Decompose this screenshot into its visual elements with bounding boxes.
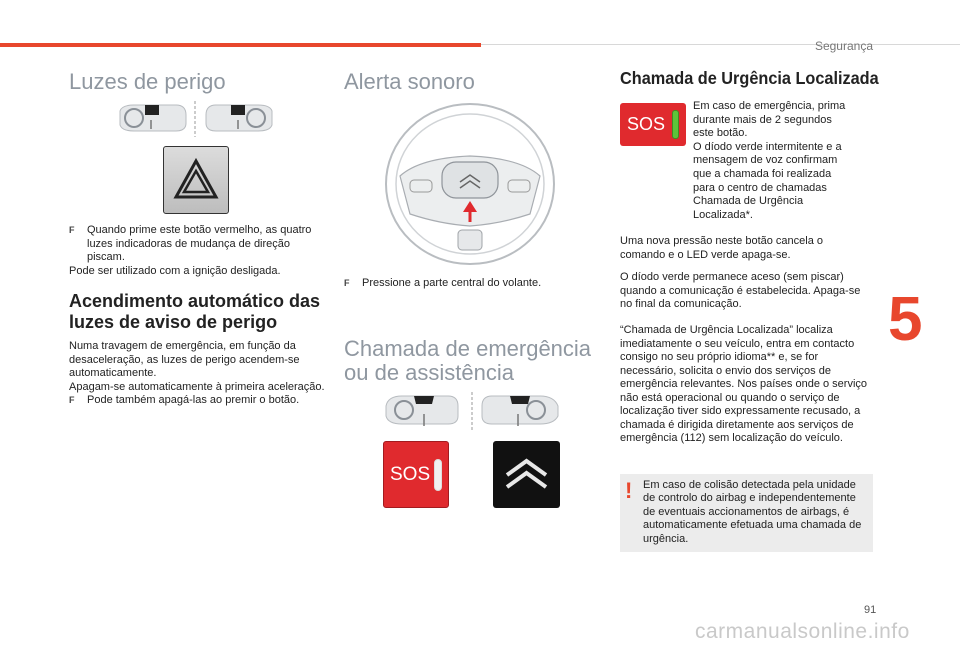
- steering-wheel-horn-illustration: [380, 98, 560, 266]
- sos-side-line: durante mais de 2 segundos: [693, 113, 832, 126]
- hazard-button: [163, 146, 229, 214]
- localized-emergency-title: Chamada de Urgência Localizada: [620, 68, 879, 88]
- localization-paragraph: “Chamada de Urgência Localizada” localiza imediatamente o seu veículo, entra em contacto consigo no seu próprio idioma** e, se for necessário, solicita o envio dos serviços de emergência relevantes. Nos países onde o serviço não está operacional ou quando o serviço de localização tiver sido expressamente recusado, a chamada é dirigida diretamente aos serviços de emergência (112) sem localização do veículo.: [620, 324, 868, 444]
- auto-hazard-para2: Apagam-se automaticamente à primeira aceleração.: [69, 380, 325, 393]
- sos-side-line: mensagem de voz confirmam: [693, 154, 838, 167]
- watermark: carmanualsonline.info: [695, 620, 910, 643]
- auto-hazard-para1: Numa travagem de emergência, em função da desaceleração, as luzes de perigo acendem-se automaticamente.: [69, 340, 300, 379]
- emergency-call-title: [344, 337, 604, 385]
- sos-side-line: Chamada de Urgência: [693, 195, 804, 208]
- sos-button-small-label: SOS: [627, 114, 666, 134]
- citroen-chevron-icon: [493, 441, 560, 508]
- warning-icon: !: [625, 478, 633, 503]
- sos-side-line: para o centro de chamadas: [693, 181, 827, 194]
- sos-led-green: [672, 110, 679, 139]
- auto-hazard-bullet: F Pode também apagá-las ao premir o botão.: [69, 394, 325, 408]
- sos-button-small: [620, 103, 686, 146]
- led-paragraph: O díodo verde permanece aceso (sem piscar) quando a comunicação é estabelecida. Apaga-se no final da comunicação.: [620, 271, 861, 310]
- horn-bullet: F Pressione a parte central do volante.: [344, 277, 594, 291]
- warning-text: Em caso de colisão detectada pela unidade de controlo do airbag e independentemente de eventuais accionamentos de airbags, é automaticamente efetuada uma chamada de urgência.: [643, 479, 862, 545]
- chapter-number: 5: [888, 285, 923, 354]
- sos-side-line: Localizada*.: [693, 208, 753, 221]
- sos-side-line: Em caso de emergência, prima: [693, 100, 846, 112]
- assistance-button: [493, 441, 560, 508]
- roof-console-illustration: [378, 388, 566, 434]
- page-number: 91: [864, 604, 877, 616]
- emergency-call-title-line2: ou de assistência: [344, 360, 514, 385]
- horn-title: Alerta sonoro: [344, 69, 475, 94]
- hazard-triangle-icon: [164, 147, 228, 213]
- header-rule: [481, 44, 960, 45]
- sos-button: [383, 441, 449, 508]
- sos-side-line: que a chamada foi realizada: [693, 167, 832, 180]
- steering-wheel-illustration: [110, 97, 280, 141]
- sos-side-line: O díodo verde intermitente e a: [693, 140, 842, 153]
- section-label: Segurança: [814, 39, 873, 53]
- sos-button-label: SOS: [390, 464, 431, 485]
- auto-hazard-text: [69, 340, 325, 408]
- header-accent-bar: [0, 43, 481, 47]
- sos-side-text: [693, 100, 873, 222]
- hazard-ignition-note: Pode ser utilizado com a ignição desligada.: [69, 264, 281, 277]
- sos-side-line: este botão.: [693, 127, 748, 140]
- auto-hazard-subtitle: Acendimento automático das luzes de aviso de perigo: [69, 291, 321, 332]
- hazard-lights-title: Luzes de perigo: [69, 69, 226, 94]
- sos-led: [434, 459, 442, 491]
- horn-instructions: [344, 277, 594, 291]
- hazard-bullet: F Quando prime este botão vermelho, as quatro luzes indicadoras de mudança de direção piscam.: [69, 224, 319, 265]
- emergency-call-title-line1: Chamada de emergência: [344, 336, 592, 361]
- hazard-instructions: [69, 224, 319, 278]
- cancel-paragraph: Uma nova pressão neste botão cancela o comando e o LED verde apaga-se.: [620, 235, 824, 261]
